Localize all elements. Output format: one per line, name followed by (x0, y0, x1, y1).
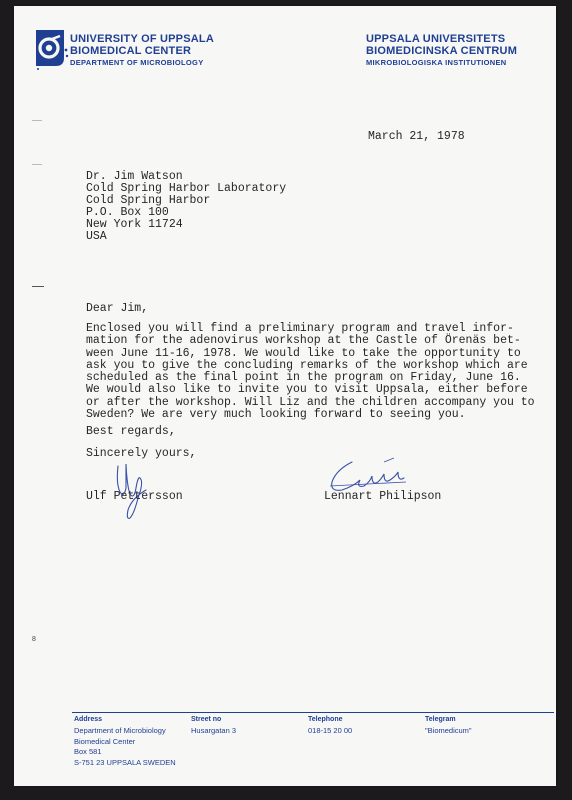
footer-address (74, 716, 176, 768)
department-name-swedish: MIKROBIOLOGISKA INSTITUTIONEN (366, 58, 507, 67)
footer-line: Box 581 (74, 747, 102, 756)
recipient-address (86, 171, 286, 243)
university-logo-icon (30, 26, 70, 70)
address-line: Cold Spring Harbor (86, 194, 211, 207)
body-line: scheduled as the final point in the program on Friday, June 16. (86, 371, 521, 385)
footer-heading: Street no (191, 716, 222, 723)
footer-telephone (308, 716, 352, 737)
closing-regards: Best regards, (86, 425, 176, 438)
footer-line: Department of Microbiology (74, 726, 166, 735)
address-line: Dr. Jim Watson (86, 170, 183, 183)
body-line: Sweden? We are very much looking forward to seeing you. (86, 408, 466, 422)
letter-body (86, 323, 546, 421)
footer-rule (72, 712, 554, 713)
signer-name-right: Lennart Philipson (324, 490, 442, 503)
footer-heading: Address (74, 716, 103, 723)
fold-mark (32, 286, 44, 287)
letter-page (14, 6, 556, 786)
footer-telegram (425, 716, 472, 737)
body-line: Enclosed you will find a preliminary program and travel infor- (86, 322, 514, 335)
address-line: Cold Spring Harbor Laboratory (86, 182, 287, 195)
center-name-swedish: BIOMEDICINSKA CENTRUM (366, 45, 518, 57)
footer-line: Biomedical Center (74, 736, 136, 746)
body-line: mation for the adenovirus workshop at the Castle of Örenäs bet- (86, 334, 521, 348)
footer-line: "Biomedicum" (425, 726, 472, 735)
address-line: USA (86, 230, 107, 243)
letterhead-left (70, 33, 214, 68)
address-line: P.O. Box 100 (86, 206, 169, 219)
body-line: or after the workshop. Will Liz and the children accompany you to (86, 395, 535, 409)
university-name-swedish: UPPSALA UNIVERSITETS (366, 33, 506, 45)
page-number: 8 (32, 636, 36, 643)
footer-street (191, 716, 236, 737)
body-line: ask you to give the concluding remarks of the workshop which are (86, 358, 528, 372)
margin-mark (32, 120, 42, 121)
body-line: We would also like to invite you to visit Uppsala, either before (86, 383, 528, 397)
footer-line: Husargatan 3 (191, 726, 237, 735)
department-name: DEPARTMENT OF MICROBIOLOGY (70, 58, 204, 67)
salutation: Dear Jim, (86, 302, 149, 315)
body-line: ween June 11-16, 1978. We would like to take the opportunity to (86, 346, 521, 360)
footer-line: 018-15 20 00 (308, 726, 353, 735)
footer-heading: Telegram (425, 716, 456, 723)
closing-sincerely: Sincerely yours, (86, 447, 197, 460)
signer-name-left: Ulf Pettersson (86, 490, 183, 503)
university-name: UNIVERSITY OF UPPSALA (70, 33, 214, 45)
footer-line: S-751 23 UPPSALA SWEDEN (74, 757, 176, 767)
letterhead-right (366, 33, 517, 68)
footer-heading: Telephone (308, 716, 343, 723)
center-name: BIOMEDICAL CENTER (70, 45, 192, 57)
address-line: New York 11724 (86, 218, 183, 231)
letter-date: March 21, 1978 (368, 130, 465, 143)
margin-mark (32, 164, 42, 165)
